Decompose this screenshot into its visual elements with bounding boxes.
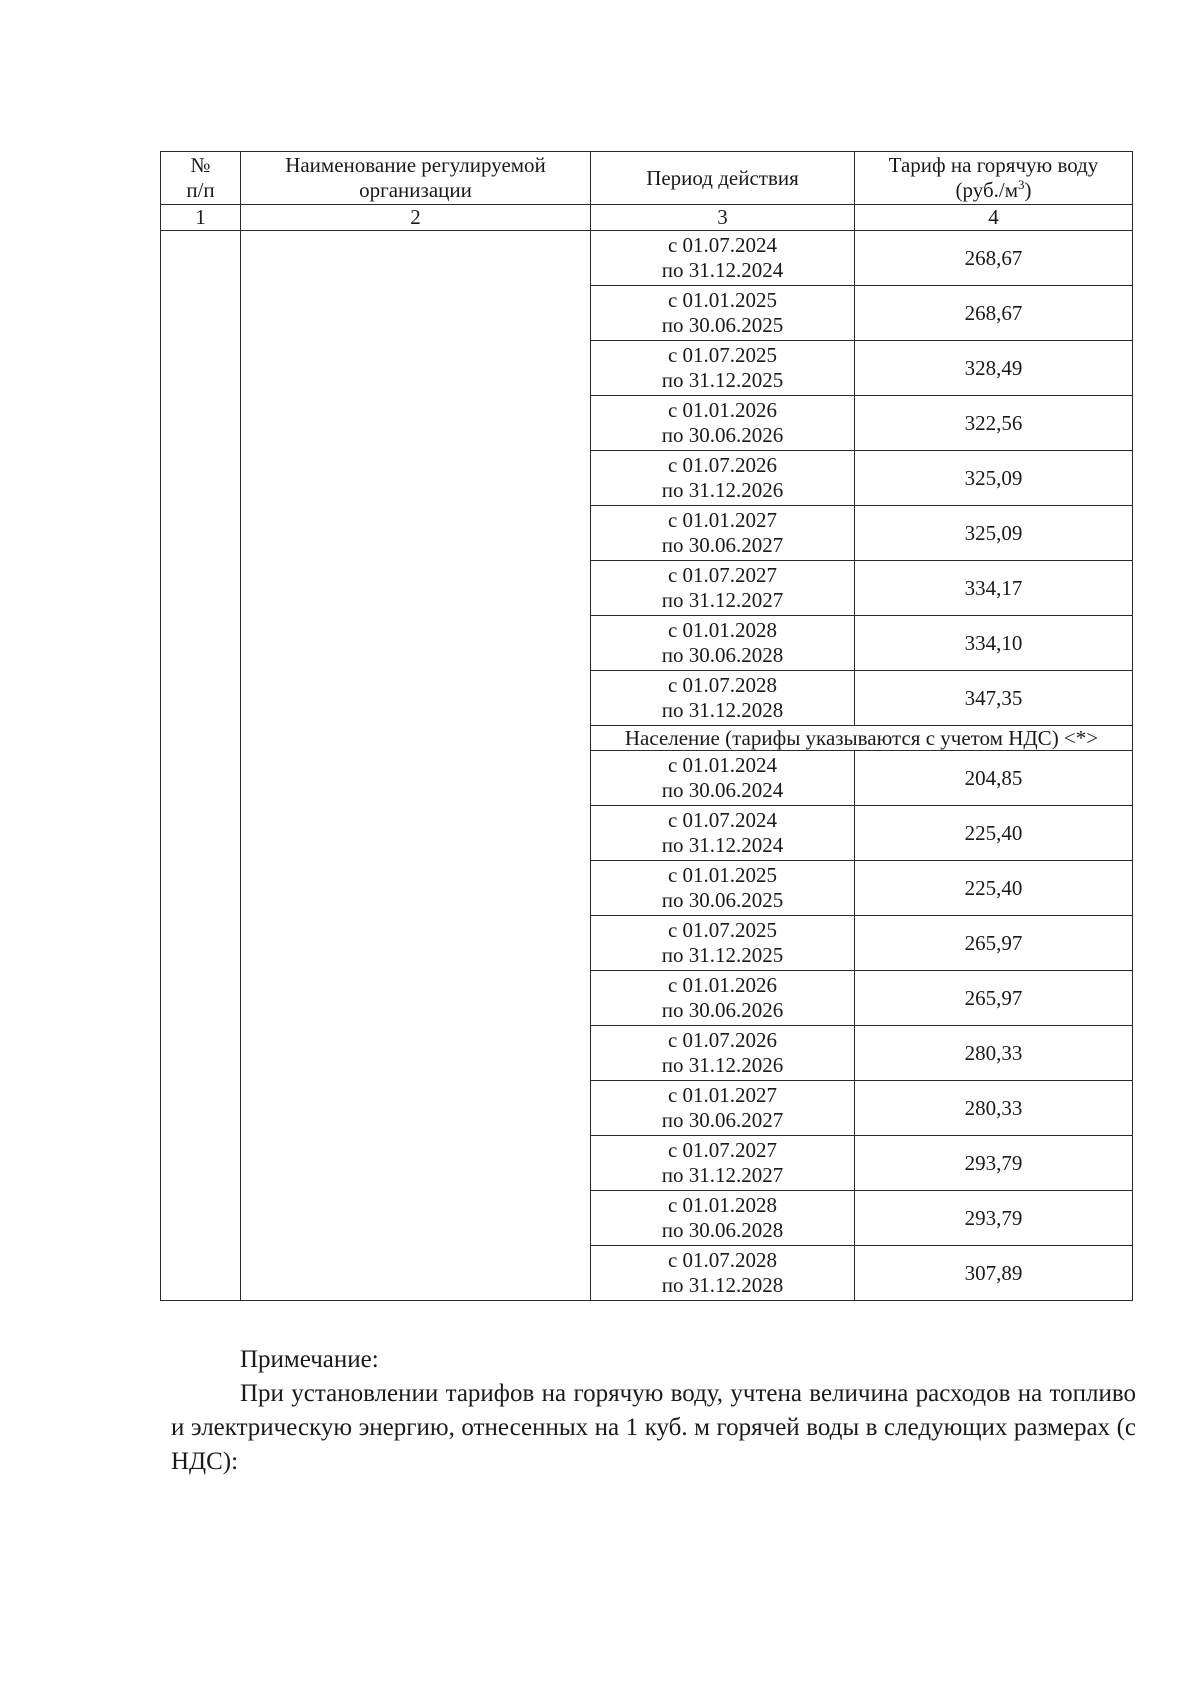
period-from: с 01.07.2027	[667, 1138, 778, 1162]
period-from: с 01.01.2025	[667, 863, 778, 887]
period-to: по 30.06.2024	[661, 778, 784, 802]
period-cell	[591, 396, 855, 451]
tariff-cell: 204,85	[855, 751, 1133, 806]
period-to: по 30.06.2027	[661, 533, 784, 557]
note-section	[171, 1343, 1136, 1479]
column-number-row	[161, 205, 1133, 231]
period-to: по 30.06.2028	[661, 1218, 784, 1242]
period-to: по 30.06.2025	[661, 888, 784, 912]
period-cell	[591, 861, 855, 916]
period-to: по 31.12.2024	[661, 833, 784, 857]
period-cell	[591, 806, 855, 861]
section-label: Население (тарифы указываются с учетом НДС) <*>	[591, 726, 1133, 751]
period-from: с 01.01.2026	[667, 973, 778, 997]
column-number: 3	[591, 205, 855, 231]
period-from: с 01.01.2025	[667, 288, 778, 312]
period-to: по 31.12.2028	[661, 698, 784, 722]
period-cell	[591, 286, 855, 341]
note-title: Примечание:	[240, 1346, 379, 1373]
period-cell	[591, 1136, 855, 1191]
tariff-table	[160, 151, 1133, 1301]
tariff-cell: 293,79	[855, 1191, 1133, 1246]
note-text: При установлении тарифов на горячую воду, учтена величина расходов на топливо и электрическую энергию, отнесенных на 1 куб. м горячей воды в следующих размерах (с НДС):	[171, 1380, 1136, 1475]
period-cell	[591, 971, 855, 1026]
header-tariff: Тариф на горячую воду $(руб./м^3)$	[855, 152, 1133, 205]
period-from: с 01.01.2024	[667, 753, 778, 777]
tariff-cell: 280,33	[855, 1081, 1133, 1136]
column-number: 2	[241, 205, 591, 231]
tariff-cell: 334,17	[855, 561, 1133, 616]
header-number: № п/п	[161, 152, 241, 205]
tariff-cell: 307,89	[855, 1246, 1133, 1301]
tariff-cell: 347,35	[855, 671, 1133, 726]
period-from: с 01.01.2027	[667, 1083, 778, 1107]
tariff-cell: 225,40	[855, 861, 1133, 916]
tariff-cell: 265,97	[855, 971, 1133, 1026]
header-organization: Наименование регулируемой организации	[241, 152, 591, 205]
tariff-cell: 265,97	[855, 916, 1133, 971]
organization-cell	[241, 231, 591, 1301]
table-row	[161, 231, 1133, 286]
number-cell	[161, 231, 241, 1301]
period-to: по 30.06.2025	[661, 313, 784, 337]
period-from: с 01.07.2027	[667, 563, 778, 587]
period-cell	[591, 506, 855, 561]
period-from: с 01.07.2026	[667, 1028, 778, 1052]
tariff-cell: 325,09	[855, 506, 1133, 561]
header-period: Период действия	[591, 152, 855, 205]
period-cell	[591, 561, 855, 616]
period-from: с 01.07.2025	[667, 918, 778, 942]
tariff-cell: 280,33	[855, 1026, 1133, 1081]
tariff-cell: 334,10	[855, 616, 1133, 671]
period-from: с 01.07.2028	[667, 1248, 778, 1272]
period-to: по 31.12.2025	[661, 368, 784, 392]
period-cell	[591, 341, 855, 396]
period-cell	[591, 1246, 855, 1301]
column-number: 4	[855, 205, 1133, 231]
tariff-cell: 328,49	[855, 341, 1133, 396]
period-cell	[591, 916, 855, 971]
period-to: по 31.12.2024	[661, 258, 784, 282]
period-cell	[591, 231, 855, 286]
period-to: по 31.12.2028	[661, 1273, 784, 1297]
tariff-cell: 322,56	[855, 396, 1133, 451]
tariff-cell: 225,40	[855, 806, 1133, 861]
period-cell	[591, 671, 855, 726]
period-cell	[591, 1026, 855, 1081]
period-cell	[591, 451, 855, 506]
period-to: по 31.12.2025	[661, 943, 784, 967]
period-from: с 01.07.2026	[667, 453, 778, 477]
period-cell	[591, 1081, 855, 1136]
period-from: с 01.07.2025	[667, 343, 778, 367]
period-to: по 31.12.2026	[661, 478, 784, 502]
tariff-cell: 268,67	[855, 286, 1133, 341]
tariff-cell: 268,67	[855, 231, 1133, 286]
tariff-cell: 293,79	[855, 1136, 1133, 1191]
period-to: по 30.06.2026	[661, 423, 784, 447]
period-to: по 30.06.2026	[661, 998, 784, 1022]
period-from: с 01.01.2028	[667, 1193, 778, 1217]
period-to: по 31.12.2026	[661, 1053, 784, 1077]
period-from: с 01.01.2027	[667, 508, 778, 532]
period-from: с 01.07.2024	[667, 233, 778, 257]
table-body	[161, 231, 1133, 1301]
table-header-row	[161, 152, 1133, 205]
period-to: по 30.06.2027	[661, 1108, 784, 1132]
period-cell	[591, 751, 855, 806]
tariff-cell: 325,09	[855, 451, 1133, 506]
period-to: по 31.12.2027	[661, 588, 784, 612]
period-to: по 30.06.2028	[661, 643, 784, 667]
period-from: с 01.01.2028	[667, 618, 778, 642]
column-number: 1	[161, 205, 241, 231]
period-to: по 31.12.2027	[661, 1163, 784, 1187]
period-from: с 01.07.2028	[667, 673, 778, 697]
period-from: с 01.07.2024	[667, 808, 778, 832]
period-cell	[591, 1191, 855, 1246]
period-cell	[591, 616, 855, 671]
period-from: с 01.01.2026	[667, 398, 778, 422]
